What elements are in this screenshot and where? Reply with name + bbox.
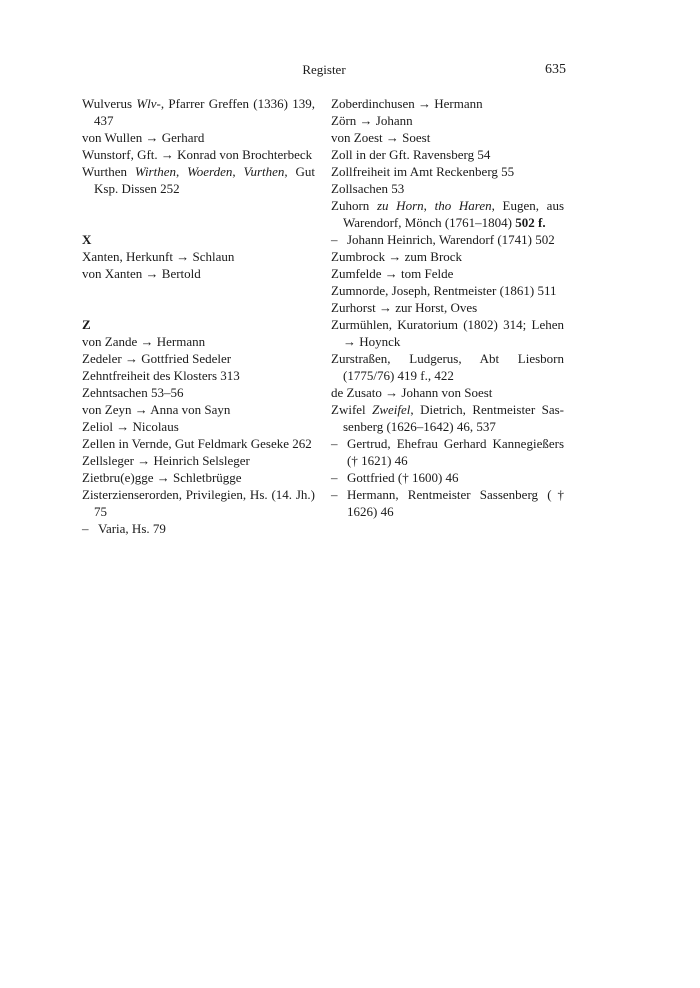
- index-subentry: – Varia, Hs. 79: [82, 521, 166, 536]
- index-entry: Zietbru(e)gge → Schletbrügge: [82, 470, 242, 485]
- index-entry: Wurthen Wirthen, Woerden, Vurthen, Gut Ksp. Dissen 252: [82, 164, 316, 196]
- index-entry: von Xanten → Bertold: [82, 266, 201, 281]
- left-column: [82, 95, 315, 537]
- index-entry: von Zoest → Soest: [331, 130, 431, 145]
- index-entry: Zellsleger → Heinrich Selsleger: [82, 453, 250, 468]
- index-entry: Zollfreiheit im Amt Reckenberg 55: [331, 164, 515, 179]
- index-entry: Zumnorde, Joseph, Rentmeister (1861) 511: [331, 283, 557, 298]
- index-entry: Zedeler → Gottfried Sedeler: [82, 351, 232, 366]
- index-entry: Zollsachen 53: [331, 181, 405, 196]
- index-entry: von Wullen → Gerhard: [82, 130, 205, 145]
- subentry-dash: –: [331, 436, 338, 451]
- subentry-dash: –: [331, 470, 338, 485]
- index-entry: Zumbrock → zum Brock: [331, 249, 463, 264]
- index-entry: Zurhorst → zur Horst, Oves: [331, 300, 478, 315]
- index-entry: Xanten, Herkunft → Schlaun: [82, 249, 235, 264]
- index-entry: von Zande → Hermann: [82, 334, 206, 349]
- index-entry: Zellen in Vernde, Gut Feldmark Geseke 262: [82, 436, 312, 451]
- index-entry: Zoberdinchusen → Hermann: [331, 96, 483, 111]
- page-number: 635: [545, 62, 566, 77]
- section-letter: Z: [82, 317, 91, 332]
- index-entry: Zörn → Johann: [331, 113, 413, 128]
- index-entry: Zeliol → Nicolaus: [82, 419, 179, 434]
- section-letter: X: [82, 232, 92, 247]
- index-entry: Zisterzienserorden, Privilegien, Hs. (14. Jh.) 75: [82, 487, 315, 519]
- index-entry: Zwifel Zweifel, Dietrich, Rentmeister Sassenberg (1626–1642) 46, 537: [331, 402, 564, 434]
- subentry-dash: –: [331, 487, 338, 502]
- index-entry: Zurstraßen, Ludgerus, Abt Liesborn (1775/76) 419 f., 422: [331, 351, 564, 383]
- index-entry: de Zusato → Johann von Soest: [331, 385, 493, 400]
- index-subentry: – Gertrud, Ehefrau Gerhard Kannegießers († 1621) 46: [331, 436, 564, 468]
- right-column: [331, 95, 564, 520]
- index-entry: Zoll in der Gft. Ravensberg 54: [331, 147, 491, 162]
- index-entry: von Zeyn → Anna von Sayn: [82, 402, 231, 417]
- subentry-dash: –: [82, 521, 89, 536]
- index-entry: Wulverus Wlv-, Pfarrer Greffen (1336) 139, 437: [82, 96, 315, 128]
- page-header: [82, 62, 566, 82]
- index-subentry: – Hermann, Rentmeister Sassenberg († 1626) 46: [331, 487, 564, 519]
- index-entry: Zehntfreiheit des Klosters 313: [82, 368, 240, 383]
- index-subentry: – Gottfried († 1600) 46: [331, 470, 459, 485]
- index-subentry: – Johann Heinrich, Warendorf (1741) 502: [331, 232, 555, 247]
- index-entry: Zurmühlen, Kuratorium (1802) 314; Lehen → Hoynck: [331, 317, 564, 349]
- index-entry: Zehntsachen 53–56: [82, 385, 184, 400]
- index-entry: Wunstorf, Gft. → Konrad von Brochterbeck: [82, 147, 313, 162]
- index-entry: Zuhorn zu Horn, tho Haren, Eugen, aus Warendorf, Mönch (1761–1804) 502 f.: [331, 198, 564, 230]
- index-entry: Zumfelde → tom Felde: [331, 266, 454, 281]
- subentry-dash: –: [331, 232, 338, 247]
- running-title: Register: [302, 62, 346, 77]
